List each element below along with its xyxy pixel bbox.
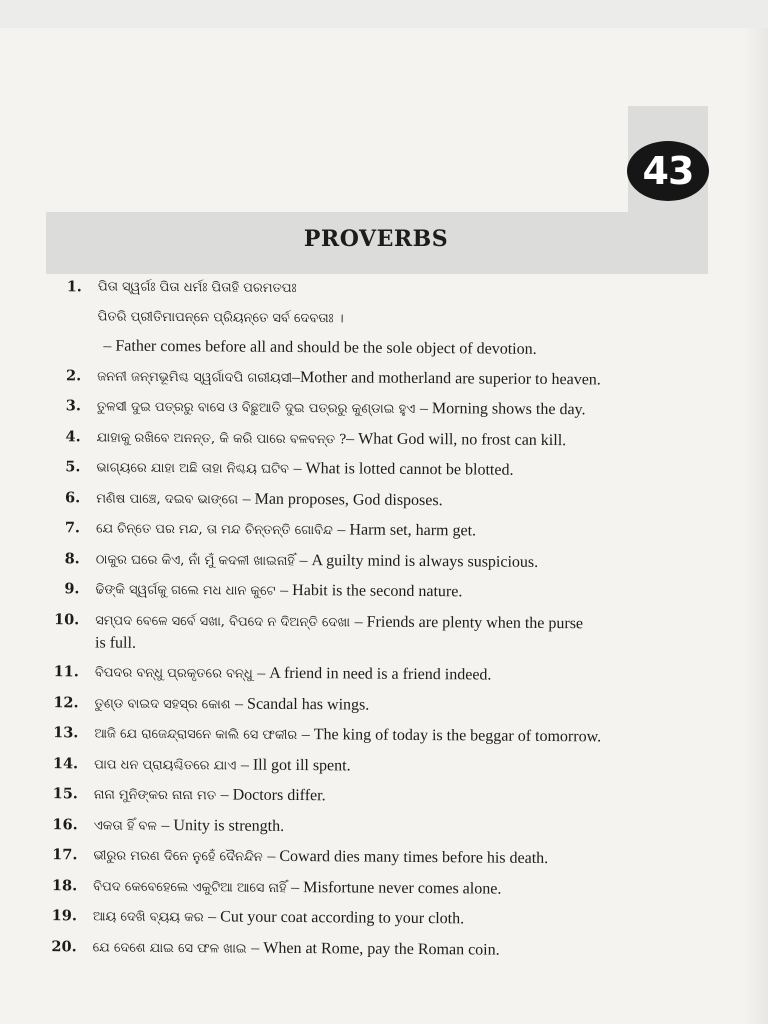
proverb-odia: ମଣିଷ ପାଞ୍ଚେ, ଦଇବ ଭାଙ୍ଗେ	[96, 490, 239, 508]
proverb-number: 10.	[53, 610, 80, 628]
proverb-number: 17.	[52, 846, 78, 864]
proverb-odia: ଭୀରୁର ମରଣ ଦିନେ ନୁହେଁ ଦୈନନ୍ଦିନ	[93, 848, 263, 865]
proverb-english: –Mother and motherland are superior to heaven.	[292, 368, 601, 388]
proverb-number: 15.	[52, 785, 78, 803]
proverb-odia: ବିପଦର ବନ୍ଧୁ ପ୍ରକୃତରେ ବନ୍ଧୁ	[94, 665, 253, 682]
proverb-odia: ବିପଦ କେବେହେଲେ ଏକୁଟିଆ ଆସେ ନାହିଁ	[93, 878, 287, 896]
proverb-english: – Ill got ill spent.	[240, 756, 351, 774]
proverb-english-continuation: is full.	[95, 634, 137, 652]
proverb-english: – The king of today is the beggar of tomorrow.	[301, 726, 602, 746]
proverb-number: 4.	[65, 427, 81, 445]
proverb-number: 13.	[53, 724, 79, 742]
proverb-odia: ଢିଙ୍କି ସ୍ୱର୍ଗକୁ ଗଲେ ମଧ ଧାନ କୁଟେ	[95, 582, 276, 599]
proverb-number: 1.	[66, 278, 82, 296]
proverb-number: 5.	[65, 458, 81, 476]
proverb-odia: ଜନନୀ ଜନ୍ମଭୂମିଶ୍ଚ ସ୍ୱର୍ଗାଦପି ଗରୀୟସୀ	[97, 368, 293, 386]
proverb-number: 7.	[64, 519, 81, 537]
proverb-number: 12.	[53, 693, 79, 711]
proverb-number: 9.	[64, 580, 80, 598]
proverb-english: – Cut your coat according to your cloth.	[208, 908, 465, 928]
proverb-odia-line2: ପିତରି ପ୍ରୀତିମାପନ୍ନେ ପ୍ରିୟନ୍ତେ ସର୍ବ ଦେବତାଃ ।	[97, 308, 344, 326]
proverb-english: – Man proposes, God disposes.	[242, 490, 443, 509]
proverb-odia: ଭାଗ୍ୟରେ ଯାହା ଅଛି ତାହା ନିଶ୍ଚୟ ଘଟିବ	[96, 460, 290, 477]
proverb-number: 2.	[65, 366, 82, 384]
proverb-english: – Harm set, harm get.	[337, 521, 477, 540]
proverb-english: – Misfortune never comes alone.	[291, 878, 502, 898]
proverb-number: 8.	[64, 549, 80, 567]
page-edge-shadow	[744, 28, 768, 1024]
proverb-number: 20.	[51, 937, 77, 955]
proverb-odia: ପାପ ଧନ ପ୍ରାୟଶ୍ଚିତରେ ଯାଏ	[94, 756, 237, 774]
proverb-odia-line1: ପିତା ସ୍ୱର୍ଗଃ ପିତା ଧର୍ମଃ ପିତାହି ପରମତପଃ	[97, 279, 297, 297]
proverb-number: 19.	[51, 907, 78, 925]
proverb-english: – When at Rome, pay the Roman coin.	[251, 939, 500, 959]
proverb-odia: ତୁଣ୍ଡ ବାଇଦ ସହସ୍ର କୋଶ	[94, 695, 231, 713]
proverb-english: – Unity is strength.	[161, 816, 285, 835]
proverb-english: – Doctors differ.	[220, 786, 326, 805]
proverb-number: 14.	[52, 754, 79, 772]
proverb-english: – Habit is the second nature.	[280, 581, 463, 601]
proverb-number: 18.	[51, 876, 78, 894]
proverb-english: – Morning shows the day.	[419, 399, 586, 419]
proverb-item	[39, 272, 720, 366]
proverb-item	[35, 931, 715, 967]
proverb-number: 16.	[52, 815, 78, 833]
proverb-english: – What is lotted cannot be blotted.	[293, 459, 514, 479]
proverb-odia: ସମ୍ପଦ ବେଳେ ସର୍ବେ ସଖା, ବିପଦେ ନ ଦିଅନ୍ତି ଦେଖା	[95, 612, 351, 630]
proverb-odia: ଆଜି ଯେ ରାଜେନ୍ଦ୍ରାସନେ କାଲି ସେ ଫକୀର	[94, 726, 298, 744]
proverb-odia: ଯେ ଦେଶେ ଯାଇ ସେ ଫଳ ଖାଇ	[92, 939, 247, 957]
proverb-number: 3.	[65, 397, 82, 415]
proverb-english: – Coward dies many times before his death.	[267, 847, 549, 868]
page-title: PROVERBS	[303, 226, 449, 252]
proverb-odia: ଯେ ଚିନ୍ତେ ପର ମନ୍ଦ, ତା ମନ୍ଦ ଚିନ୍ତନ୍ତି ଗୋବିନ୍ଦ	[95, 521, 333, 539]
proverb-number: 6.	[65, 488, 81, 506]
proverb-english: – What God will, no frost can kill.	[346, 429, 567, 449]
proverb-odia: ଏକତା ହିଁ ବଳ	[93, 817, 157, 834]
proverb-odia: ନାନା ମୁନିଙ୍କର ନାନା ମତ	[93, 787, 217, 804]
proverb-english: – Father comes before all and should be the sole object of devotion.	[103, 337, 537, 358]
proverb-number: 11.	[53, 663, 79, 681]
proverb-odia: ଆୟ ଦେଖି ବ୍ୟୟ କର	[92, 909, 204, 926]
proverb-list	[35, 272, 720, 967]
proverb-item	[37, 604, 717, 662]
proverb-english: – Scandal has wings.	[235, 695, 370, 714]
proverb-english: – A guilty mind is always suspicious.	[299, 551, 539, 571]
chapter-number-badge: 43	[627, 141, 709, 201]
proverb-odia: ଠାକୁର ଘରେ କିଏ, ନାଁ ମୁଁ କଦଳୀ ଖାଇନାହିଁ	[95, 551, 295, 569]
proverb-odia: ତୁଳସୀ ଦୁଇ ପତ୍ରରୁ ବାସେ ଓ ବିଛୁଆତି ଦୁଇ ପତ୍ରରୁ କୁଣ୍ଡାଇ ହୁଏ	[96, 399, 416, 417]
proverb-odia: ଯାହାକୁ ରଖିବେ ଅନନ୍ତ, କି କରି ପାରେ ବଳବନ୍ତ ?	[96, 429, 347, 447]
proverb-english: – Friends are plenty when the purse	[354, 612, 584, 632]
proverb-english: – A friend in need is a friend indeed.	[257, 664, 492, 684]
